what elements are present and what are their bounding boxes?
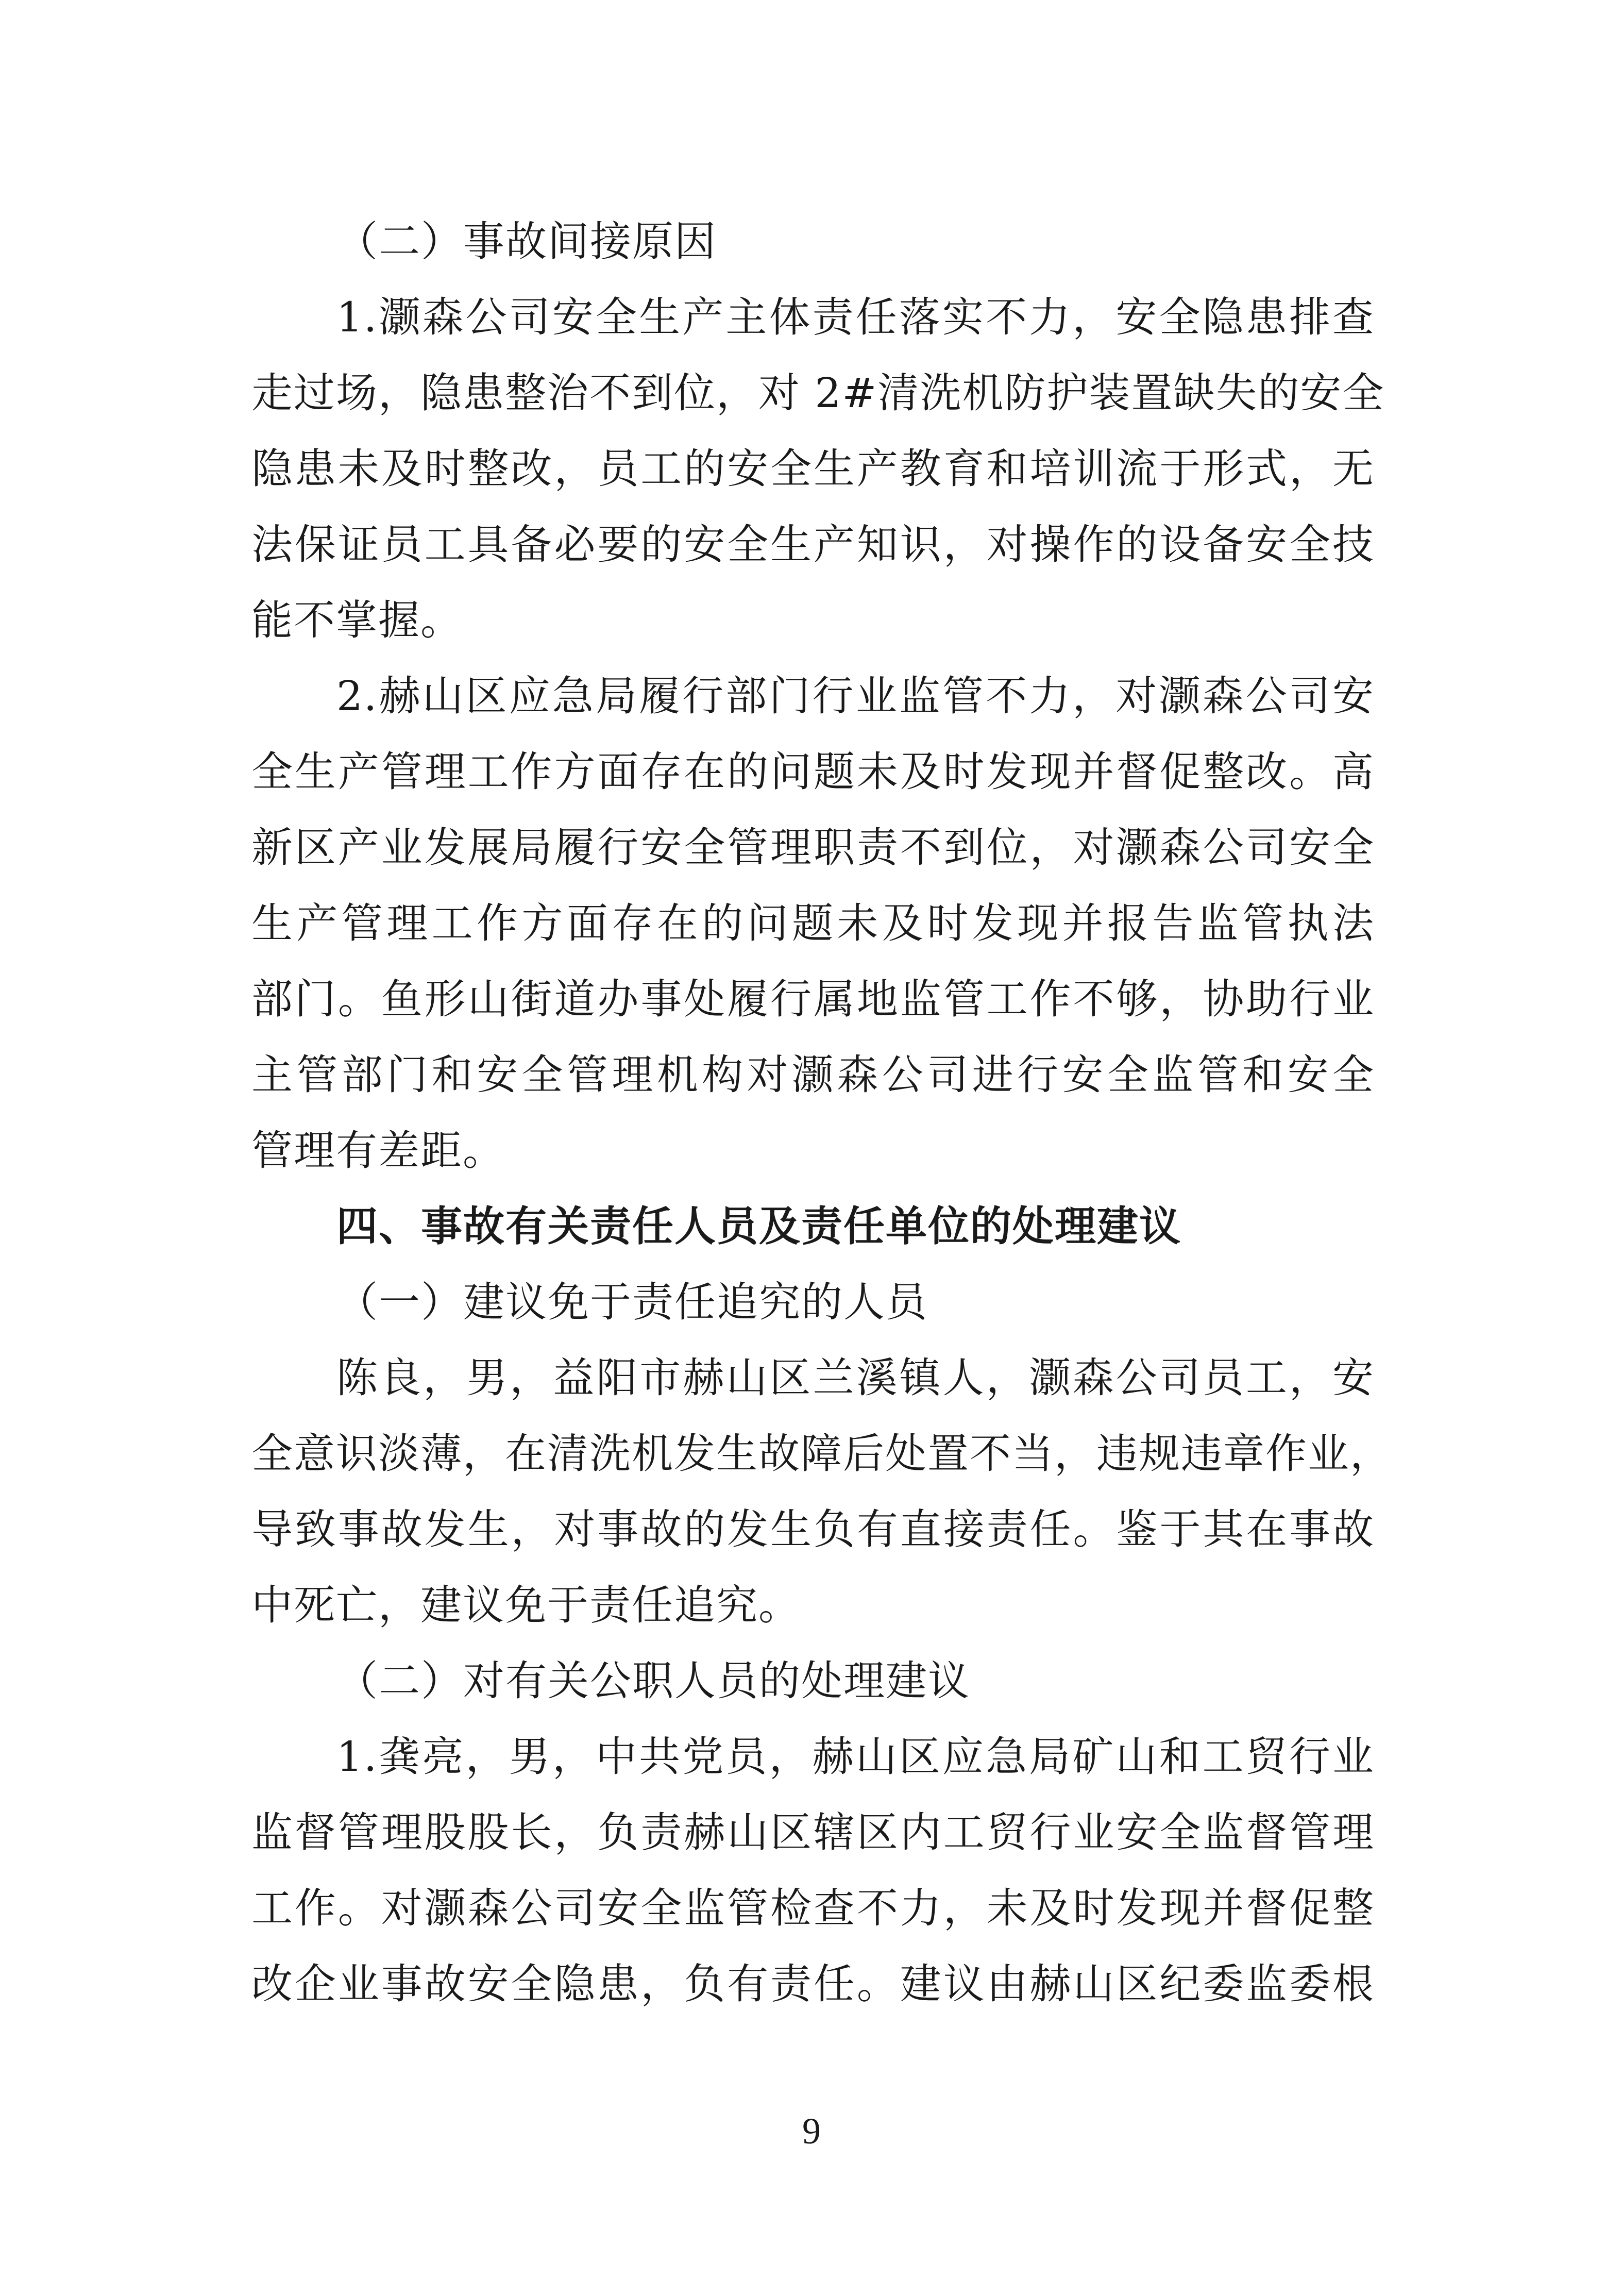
- paragraph-line: 走过场，隐患整治不到位，对 2#清洗机防护装置缺失的安全: [251, 369, 1385, 417]
- paragraph-line: 新区产业发展局履行安全管理职责不到位，对灏森公司安全: [251, 824, 1375, 872]
- paragraph-line: 管理有差距。: [251, 1127, 505, 1175]
- document-body: [251, 204, 1392, 2022]
- paragraph-line: 监督管理股股长，负责赫山区辖区内工贸行业安全监督管理: [251, 1808, 1375, 1856]
- section-heading-4: 四、事故有关责任人员及责任单位的处理建议: [336, 1202, 1181, 1250]
- page-number: 9: [802, 2110, 821, 2152]
- paragraph-line: 部门。鱼形山街道办事处履行属地监管工作不够，协助行业: [251, 975, 1375, 1023]
- paragraph-line: 2.赫山区应急局履行部门行业监管不力，对灏森公司安: [336, 672, 1375, 720]
- subheading-officials: （二）对有关公职人员的处理建议: [336, 1657, 970, 1705]
- paragraph-line: 导致事故发生，对事故的发生负有直接责任。鉴于其在事故: [251, 1505, 1375, 1553]
- paragraph-line: 全意识淡薄，在清洗机发生故障后处置不当，违规违章作业，: [251, 1430, 1392, 1478]
- paragraph-line: 能不掌握。: [251, 596, 463, 644]
- paragraph-line: 隐患未及时整改，员工的安全生产教育和培训流于形式，无: [251, 445, 1375, 493]
- subheading-indirect-causes: （二）事故间接原因: [336, 217, 717, 265]
- paragraph-line: 生产管理工作方面存在的问题未及时发现并报告监管执法: [251, 899, 1375, 947]
- paragraph-line: 法保证员工具备必要的安全生产知识，对操作的设备安全技: [251, 521, 1375, 568]
- paragraph-line: 1.龚亮，男，中共党员，赫山区应急局矿山和工贸行业: [336, 1733, 1375, 1781]
- paragraph-line: 中死亡，建议免于责任追究。: [251, 1581, 801, 1629]
- paragraph-line: 1.灏森公司安全生产主体责任落实不力，安全隐患排查: [336, 293, 1375, 341]
- paragraph-line: 全生产管理工作方面存在的问题未及时发现并督促整改。高: [251, 748, 1375, 796]
- paragraph-line: 陈良，男，益阳市赫山区兰溪镇人，灏森公司员工，安: [336, 1354, 1375, 1402]
- paragraph-line: 主管部门和安全管理机构对灏森公司进行安全监管和安全: [251, 1051, 1375, 1099]
- subheading-exempt-persons: （一）建议免于责任追究的人员: [336, 1278, 928, 1326]
- paragraph-line: 改企业事故安全隐患，负有责任。建议由赫山区纪委监委根: [251, 1960, 1375, 2008]
- paragraph-line: 工作。对灏森公司安全监管检查不力，未及时发现并督促整: [251, 1884, 1375, 1932]
